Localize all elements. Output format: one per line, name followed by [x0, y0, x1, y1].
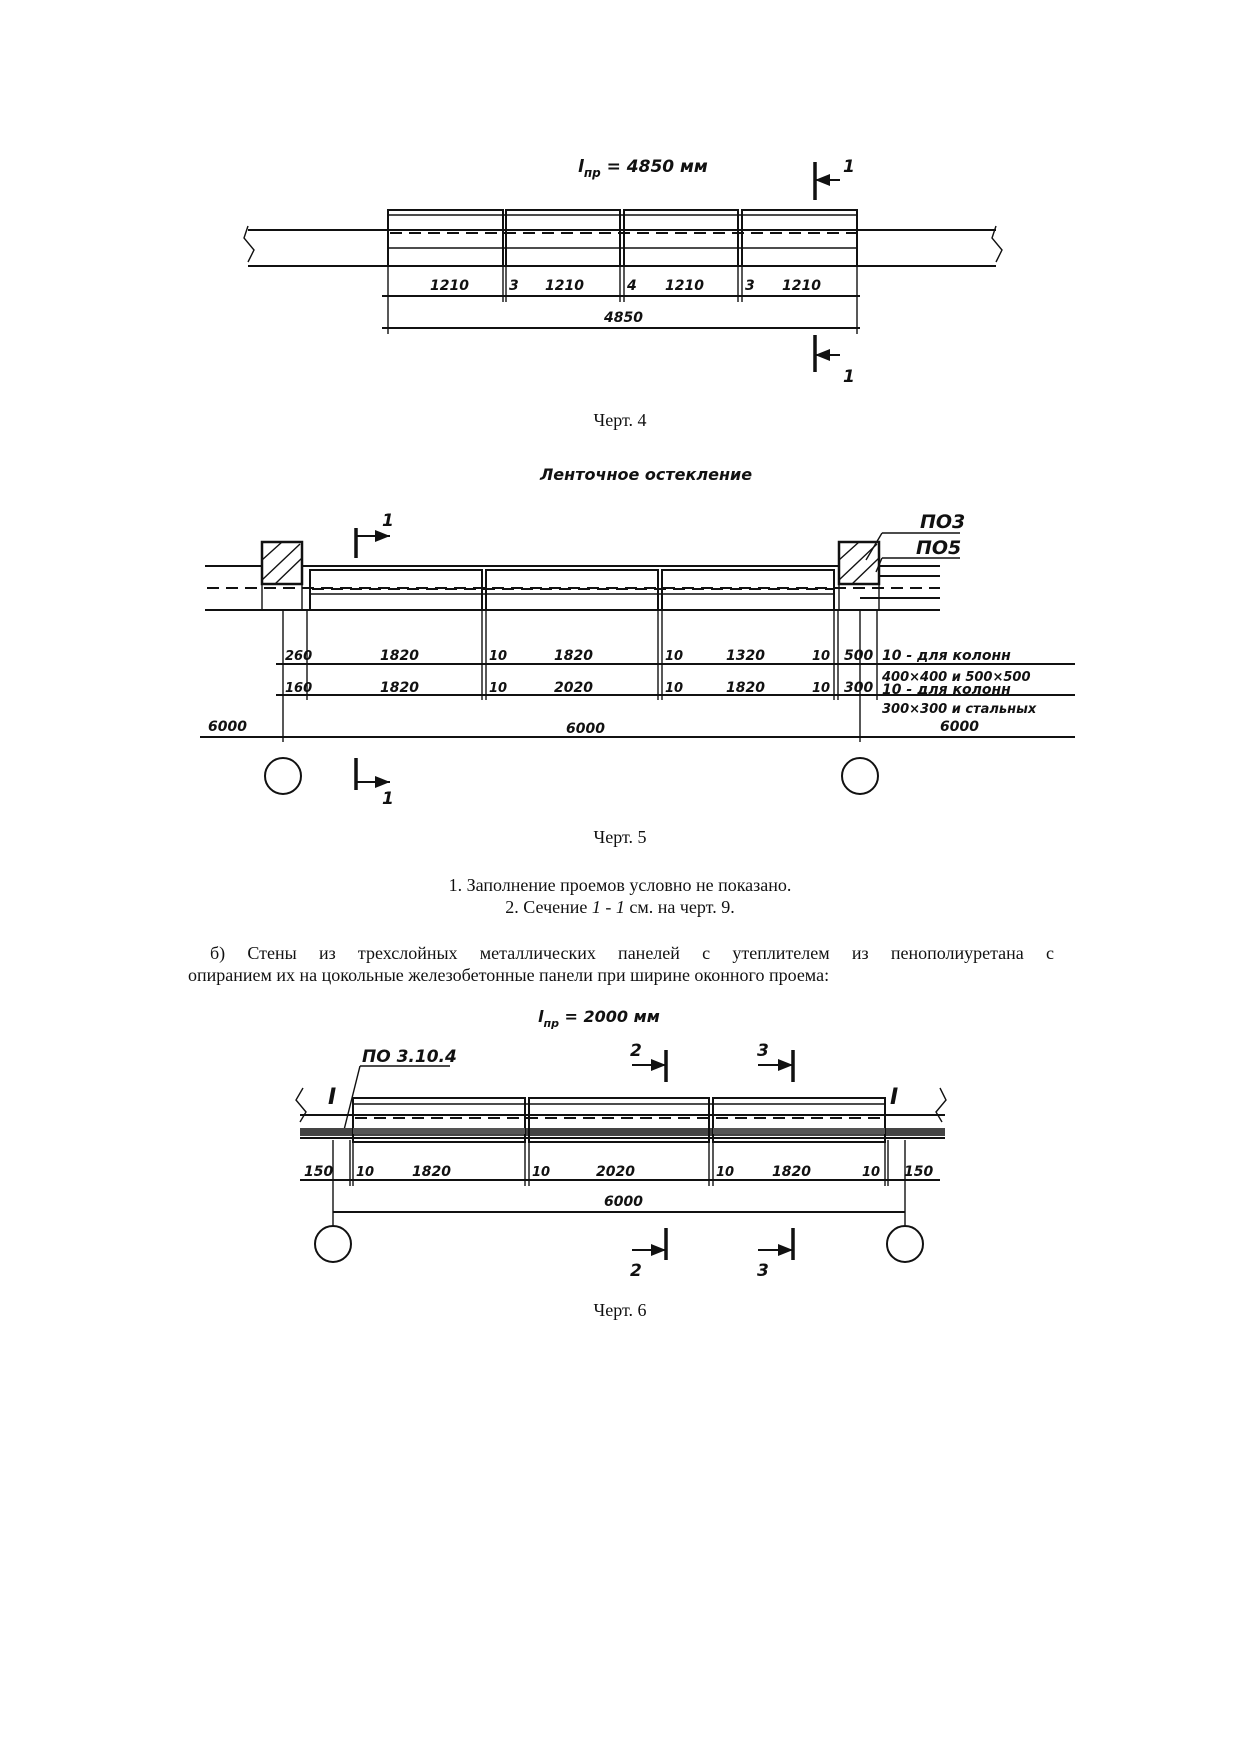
fig6-dim: 1820 [772, 1164, 811, 1180]
fig4-title: $l_{пр} = 4850$ мм [578, 157, 708, 180]
paragraph-line-1: б) Стены из трехслойных металлических панелей с утеплителем из пенополиуретана с [210, 943, 1054, 963]
fig5-row2-dim: 2020 [554, 680, 593, 696]
fig5-section-mark-bottom: 1 [382, 789, 394, 809]
paragraph-line-2: опиранием их на цокольные железобетонные панели при ширине оконного проема: [188, 965, 830, 985]
fig4-dim: 3 [509, 278, 519, 294]
note-1: 1. Заполнение проемов условно не показано. [448, 875, 792, 895]
fig5-row2-dim: 300 [844, 680, 874, 696]
fig5-row1-note2: 400×400 и 500×500 [882, 670, 1031, 685]
fig5-row2-dim: 1820 [380, 680, 419, 696]
fig5-row1-dim: 260 [285, 649, 313, 664]
fig6-dim-total: 6000 [604, 1194, 643, 1210]
fig6-mark-2-top: 2 [630, 1041, 642, 1061]
fig5-row2-note: 10 - для колонн [882, 682, 1011, 698]
fig6-i-left: I [328, 1085, 337, 1110]
fig6-mark-3-bottom: 3 [757, 1261, 769, 1281]
fig5-row1-dim: 500 [844, 648, 874, 664]
fig6-mark-3-top: 3 [757, 1041, 769, 1061]
fig5-row2-note2: 300×300 и стальных [882, 702, 1037, 717]
fig5-row1-dim: 1820 [380, 648, 419, 664]
fig6-dim: 150 [304, 1164, 334, 1180]
fig6-caption: Черт. 6 [593, 1300, 647, 1320]
fig5-row2-dim: 1820 [726, 680, 765, 696]
fig6-dim: 2020 [596, 1164, 635, 1180]
fig5-label-po5: ПО5 [916, 537, 962, 559]
fig5-row1-dim: 1320 [726, 648, 765, 664]
fig4-dim: 1210 [430, 278, 469, 294]
fig5-row2-dim: 10 [665, 681, 684, 696]
fig6-title: $l_{пр} = 2000$ мм [538, 1007, 660, 1030]
fig6-i-right: I [890, 1085, 899, 1110]
note-2: 2. Сечение 1 - 1 см. на черт. 9. [505, 897, 735, 917]
fig4-section-mark-top: 1 [843, 157, 855, 177]
fig6-label-po: ПО 3.10.4 [362, 1047, 457, 1067]
fig4-section-mark-bottom: 1 [843, 367, 855, 387]
fig6-dim: 10 [532, 1165, 551, 1180]
fig5-row2-dim: 10 [812, 681, 831, 696]
fig5-title: Ленточное остекление [540, 465, 753, 484]
fig6-mark-2-bottom: 2 [630, 1261, 642, 1281]
fig5-left-6000: 6000 [208, 719, 247, 735]
fig5-label-po3: ПО3 [920, 511, 966, 533]
fig5-row2-note3: 6000 [940, 719, 979, 735]
fig5-caption: Черт. 5 [593, 827, 647, 847]
fig6-dim: 1820 [412, 1164, 451, 1180]
fig4-dim: 1210 [665, 278, 704, 294]
fig5-axis-6000: 6000 [566, 721, 605, 737]
fig5-row1-dim: 10 [489, 649, 508, 664]
fig4-dim: 1210 [545, 278, 584, 294]
fig4-dim: 4 [627, 278, 637, 294]
fig4-caption: Черт. 4 [593, 410, 647, 430]
fig6-dim: 10 [862, 1165, 881, 1180]
fig4-dim-total: 4850 [604, 310, 643, 326]
fig4-dim: 1210 [782, 278, 821, 294]
fig6-dim: 10 [356, 1165, 375, 1180]
fig5-row1-note: 10 - для колонн [882, 648, 1011, 664]
fig5-section-mark-top: 1 [382, 511, 394, 531]
fig6-dim: 150 [904, 1164, 934, 1180]
fig5-row1-dim: 10 [665, 649, 684, 664]
fig5-row1-dim: 1820 [554, 648, 593, 664]
fig6-dim: 10 [716, 1165, 735, 1180]
fig5-row2-dim: 160 [285, 681, 313, 696]
fig5-row1-dim: 10 [812, 649, 831, 664]
fig4-dim: 3 [745, 278, 755, 294]
fig5-row2-dim: 10 [489, 681, 508, 696]
